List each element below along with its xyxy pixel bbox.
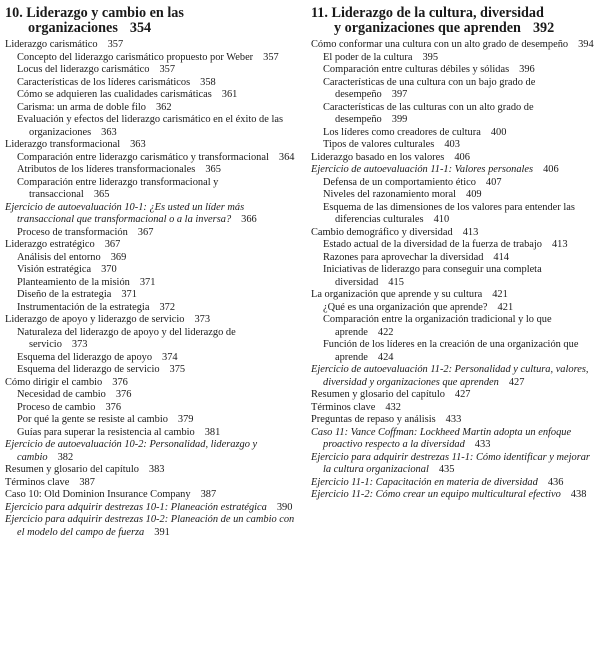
toc-entry [5, 202, 295, 227]
chapter-10-entry-list [5, 39, 295, 539]
toc-entry [5, 414, 295, 427]
toc-entry-text: Caso 11: Vance Coffman: Lockheed Martin adopta un enfoque proactivo respecto a la diversidad [311, 426, 572, 450]
toc-entry-page: 410 [433, 214, 450, 225]
toc-entry-text: Locus del liderazgo carismático [17, 64, 150, 75]
toc-entry-text: Preguntas de repaso y análisis [311, 414, 436, 425]
toc-entry [5, 464, 295, 477]
toc-entry-page: 373 [194, 314, 211, 325]
toc-entry [311, 414, 598, 427]
toc-entry-page: 432 [385, 401, 401, 413]
toc-entry [5, 289, 295, 302]
toc-entry [5, 52, 295, 65]
toc-entry-page: 376 [115, 389, 132, 400]
toc-entry [5, 502, 295, 515]
toc-entry-page: 406 [454, 151, 470, 163]
toc-entry-page: 435 [438, 464, 455, 475]
toc-entry-page: 387 [200, 489, 217, 500]
toc-entry [311, 264, 598, 289]
toc-entry [5, 177, 295, 202]
chapter-11-title-page: 392 [532, 19, 555, 36]
toc-entry-page: 433 [445, 414, 462, 425]
toc-entry-page: 373 [71, 339, 88, 350]
toc-entry-page: 364 [278, 151, 295, 163]
toc-entry [5, 102, 295, 115]
toc-entry [311, 102, 598, 127]
toc-entry [5, 39, 295, 52]
toc-entry [5, 227, 295, 240]
toc-entry-text: Carisma: un arma de doble filo [17, 101, 146, 113]
toc-entry [5, 314, 295, 327]
toc-entry-page: 415 [388, 276, 404, 288]
toc-entry-page: 370 [101, 264, 117, 275]
toc-entry-text: Ejercicio para adquirir destrezas 10-1: Planeación estratégica [5, 501, 267, 513]
chapter-10-title-line2: organizaciones [28, 19, 118, 36]
toc-entry [5, 252, 295, 265]
toc-entry [5, 152, 295, 165]
toc-entry-page: 409 [466, 189, 482, 200]
toc-entry-text: La organización que aprende y su cultura [311, 289, 483, 300]
toc-entry [5, 352, 295, 365]
toc-entry-text: Esquema de las dimensiones de los valores para entender las diferencias culturales [323, 201, 575, 225]
toc-entry-page: 406 [543, 164, 559, 175]
toc-entry [311, 127, 598, 140]
toc-entry-text: Cambio demográfico y diversidad [311, 226, 453, 238]
toc-column-right [311, 6, 598, 502]
toc-entry-text: Proceso de transformación [17, 226, 128, 238]
chapter-10-title [5, 6, 295, 35]
toc-entry-page: 427 [454, 389, 471, 400]
toc-entry [311, 202, 598, 227]
toc-entry [311, 139, 598, 152]
toc-entry-page: 407 [485, 176, 502, 188]
toc-entry [5, 514, 295, 539]
toc-entry-page: 357 [107, 39, 124, 50]
toc-entry-page: 438 [570, 489, 587, 500]
toc-entry-text: Guías para superar la resistencia al cambio [17, 426, 195, 438]
toc-entry [311, 489, 598, 502]
toc-entry-page: 357 [159, 64, 176, 75]
toc-entry-text: Evaluación y efectos del liderazgo carismático en el éxito de las organizaciones [17, 114, 284, 138]
toc-entry [311, 189, 598, 202]
toc-entry-page: 414 [493, 251, 509, 263]
toc-entry [5, 327, 295, 352]
toc-entry [5, 377, 295, 390]
toc-entry-text: Comparación entre liderazgo transformacional y transaccional [17, 176, 219, 200]
toc-entry-page: 427 [508, 376, 525, 388]
chapter-11-title [311, 6, 598, 35]
toc-entry-text: Iniciativas de liderazgo para conseguir una completa diversidad [323, 264, 542, 288]
toc-entry [5, 489, 295, 502]
toc-entry-page: 362 [155, 101, 172, 113]
toc-entry-text: Defensa de un comportamiento ético [323, 176, 476, 188]
toc-entry [5, 77, 295, 90]
toc-entry-text: Atributos de los líderes transformacionales [17, 164, 196, 175]
toc-entry-page: 422 [377, 326, 394, 338]
toc-entry-page: 375 [169, 364, 186, 375]
toc-entry [311, 64, 598, 77]
toc-entry-page: 365 [205, 164, 221, 175]
toc-entry-text: Comparación entre liderazgo carismático y transformacional [17, 151, 269, 163]
toc-entry-text: Ejercicio 11-2: Cómo crear un equipo multicultural efectivo [311, 489, 561, 500]
toc-entry [5, 302, 295, 315]
toc-entry-text: Naturaleza del liderazgo de apoyo y del liderazgo de servicio [17, 326, 236, 350]
toc-entry-page: 390 [276, 501, 293, 513]
toc-entry-page: 374 [162, 351, 178, 363]
toc-entry [311, 339, 598, 364]
toc-entry-page: 379 [177, 414, 194, 425]
toc-entry [5, 277, 295, 290]
toc-entry-text: Ejercicio de autoevaluación 10-1: ¿Es usted un líder más transaccional que transformacional o a la inversa? [5, 201, 245, 225]
toc-entry-text: Resumen y glosario del capítulo [311, 389, 445, 400]
chapter-10-title-page: 354 [129, 19, 152, 36]
toc-entry-page: 424 [377, 351, 394, 363]
toc-entry-page: 433 [474, 439, 491, 450]
toc-entry-text: Esquema del liderazgo de apoyo [17, 351, 153, 363]
toc-entry [311, 364, 598, 389]
toc-entry-text: Ejercicio de autoevaluación 10-2: Personalidad, liderazgo y cambio [5, 439, 258, 463]
toc-entry-page: 361 [221, 89, 238, 100]
toc-entry-text: Los líderes como creadores de cultura [323, 126, 481, 138]
toc-entry-text: Niveles del razonamiento moral [323, 189, 457, 200]
toc-entry [5, 139, 295, 152]
toc-entry-page: 391 [154, 526, 170, 538]
toc-entry [5, 164, 295, 177]
toc-entry-text: Comparación entre la organización tradicional y lo que aprende [323, 314, 552, 338]
toc-entry-text: Términos clave [5, 476, 70, 488]
toc-entry-text: Por qué la gente se resiste al cambio [17, 414, 168, 425]
toc-entry [311, 239, 598, 252]
toc-entry [5, 439, 295, 464]
toc-entry [311, 289, 598, 302]
toc-entry-text: Caso 10: Old Dominion Insurance Company [5, 489, 191, 500]
toc-entry [5, 364, 295, 377]
toc-entry-text: Ejercicio para adquirir destrezas 10-2: Planeación de un cambio con el modelo del campo de fuerza [5, 514, 295, 538]
toc-entry [311, 389, 598, 402]
toc-column-left [5, 6, 295, 539]
toc-entry [311, 227, 598, 240]
toc-entry [311, 314, 598, 339]
toc-entry-text: Ejercicio 11-1: Capacitación en materia de diversidad [311, 476, 538, 488]
toc-entry-page: 421 [497, 301, 514, 313]
toc-entry-text: Liderazgo estratégico [5, 239, 95, 250]
toc-entry-text: Función de los líderes en la creación de una organización que aprende [323, 339, 579, 363]
toc-entry [311, 302, 598, 315]
toc-entry-page: 376 [112, 376, 128, 388]
chapter-11-title-line2: y organizaciones que aprenden [334, 19, 521, 36]
chapter-11-title-line1: 11. Liderazgo de la cultura, diversidad [311, 5, 544, 21]
toc-entry [311, 402, 598, 415]
toc-entry-text: Ejercicio de autoevaluación 11-2: Personalidad y cultura, valores, diversidad y organizaciones que aprenden [311, 364, 589, 388]
toc-entry-text: Ejercicio para adquirir destrezas 11-1: Cómo identificar y mejorar la cultura organizacional [311, 451, 590, 475]
toc-entry [311, 477, 598, 490]
toc-entry [311, 39, 598, 52]
toc-entry [5, 89, 295, 102]
toc-entry-text: Planteamiento de la misión [17, 276, 130, 288]
toc-entry-page: 369 [110, 251, 127, 263]
toc-entry [5, 64, 295, 77]
toc-entry-page: 396 [519, 64, 535, 75]
toc-entry-page: 366 [241, 214, 257, 225]
chapter-10-title-line1: 10. Liderazgo y cambio en las [5, 5, 184, 21]
toc-entry [311, 427, 598, 452]
toc-entry-page: 421 [492, 289, 508, 300]
toc-entry-text: Liderazgo transformacional [5, 139, 121, 150]
toc-entry-text: ¿Qué es una organización que aprende? [323, 301, 488, 313]
toc-entry [311, 77, 598, 102]
toc-entry-page: 367 [137, 226, 154, 238]
toc-entry-page: 363 [101, 126, 117, 138]
toc-entry-page: 365 [93, 189, 110, 200]
toc-entry-text: Liderazgo basado en los valores [311, 151, 445, 163]
toc-entry-page: 371 [121, 289, 137, 300]
toc-entry-text: Proceso de cambio [17, 401, 96, 413]
toc-entry [5, 264, 295, 277]
toc-entry-page: 382 [57, 451, 74, 463]
toc-entry-text: Características de los líderes carismáticos [17, 76, 191, 88]
toc-entry-text: Características de una cultura con un bajo grado de desempeño [323, 76, 536, 100]
toc-entry [311, 52, 598, 65]
toc-entry-text: Términos clave [311, 401, 376, 413]
toc-entry-text: Ejercicio de autoevaluación 11-1: Valores personales [311, 164, 534, 175]
toc-entry [311, 152, 598, 165]
toc-entry-page: 357 [263, 51, 279, 63]
toc-entry-text: Resumen y glosario del capítulo [5, 464, 139, 475]
toc-entry-text: Esquema del liderazgo de servicio [17, 364, 160, 375]
toc-entry-text: Análisis del entorno [17, 251, 101, 263]
toc-entry-page: 376 [105, 401, 122, 413]
toc-entry [5, 402, 295, 415]
toc-entry-page: 436 [547, 476, 564, 488]
toc-entry-text: Comparación entre culturas débiles y sólidas [323, 64, 510, 75]
toc-entry [5, 114, 295, 139]
toc-entry-text: Instrumentación de la estrategia [17, 301, 150, 313]
toc-entry [5, 239, 295, 252]
toc-entry-text: El poder de la cultura [323, 51, 413, 63]
toc-entry-page: 413 [551, 239, 568, 250]
toc-entry-page: 400 [490, 126, 507, 138]
toc-entry-page: 367 [104, 239, 121, 250]
toc-entry-page: 371 [139, 276, 156, 288]
toc-entry [5, 427, 295, 440]
toc-entry-page: 399 [391, 114, 408, 125]
toc-entry-page: 358 [200, 76, 216, 88]
toc-entry-text: Estado actual de la diversidad de la fuerza de trabajo [323, 239, 542, 250]
toc-entry-page: 397 [391, 89, 408, 100]
toc-entry [5, 389, 295, 402]
toc-entry [311, 177, 598, 190]
toc-entry-text: Visión estratégica [17, 264, 92, 275]
toc-entry-page: 372 [159, 301, 176, 313]
toc-entry-text: Cómo dirigir el cambio [5, 376, 103, 388]
toc-entry-text: Cómo conformar una cultura con un alto grado de desempeño [311, 39, 569, 50]
toc-entry [311, 164, 598, 177]
toc-entry-page: 381 [204, 426, 221, 438]
toc-entry-text: Liderazgo de apoyo y liderazgo de servicio [5, 314, 185, 325]
toc-entry-text: Concepto del liderazgo carismático propuesto por Weber [17, 51, 254, 63]
toc-entry-page: 413 [462, 226, 479, 238]
toc-entry-text: Razones para aprovechar la diversidad [323, 251, 484, 263]
toc-entry-text: Cómo se adquieren las cualidades carismáticas [17, 89, 212, 100]
toc-entry-page: 394 [578, 39, 594, 50]
toc-entry-page: 403 [444, 139, 460, 150]
toc-entry [5, 477, 295, 490]
toc-entry-page: 387 [79, 476, 95, 488]
toc-entry-text: Necesidad de cambio [17, 389, 106, 400]
toc-entry-page: 395 [422, 51, 439, 63]
toc-entry-text: Liderazgo carismático [5, 39, 98, 50]
toc-entry [311, 452, 598, 477]
toc-entry-text: Tipos de valores culturales [323, 139, 435, 150]
toc-entry-text: Características de las culturas con un alto grado de desempeño [323, 101, 534, 125]
chapter-11-entry-list [311, 39, 598, 502]
toc-entry-text: Diseño de la estrategia [17, 289, 112, 300]
toc-entry-page: 383 [148, 464, 165, 475]
toc-entry [311, 252, 598, 265]
toc-entry-page: 363 [130, 139, 146, 150]
